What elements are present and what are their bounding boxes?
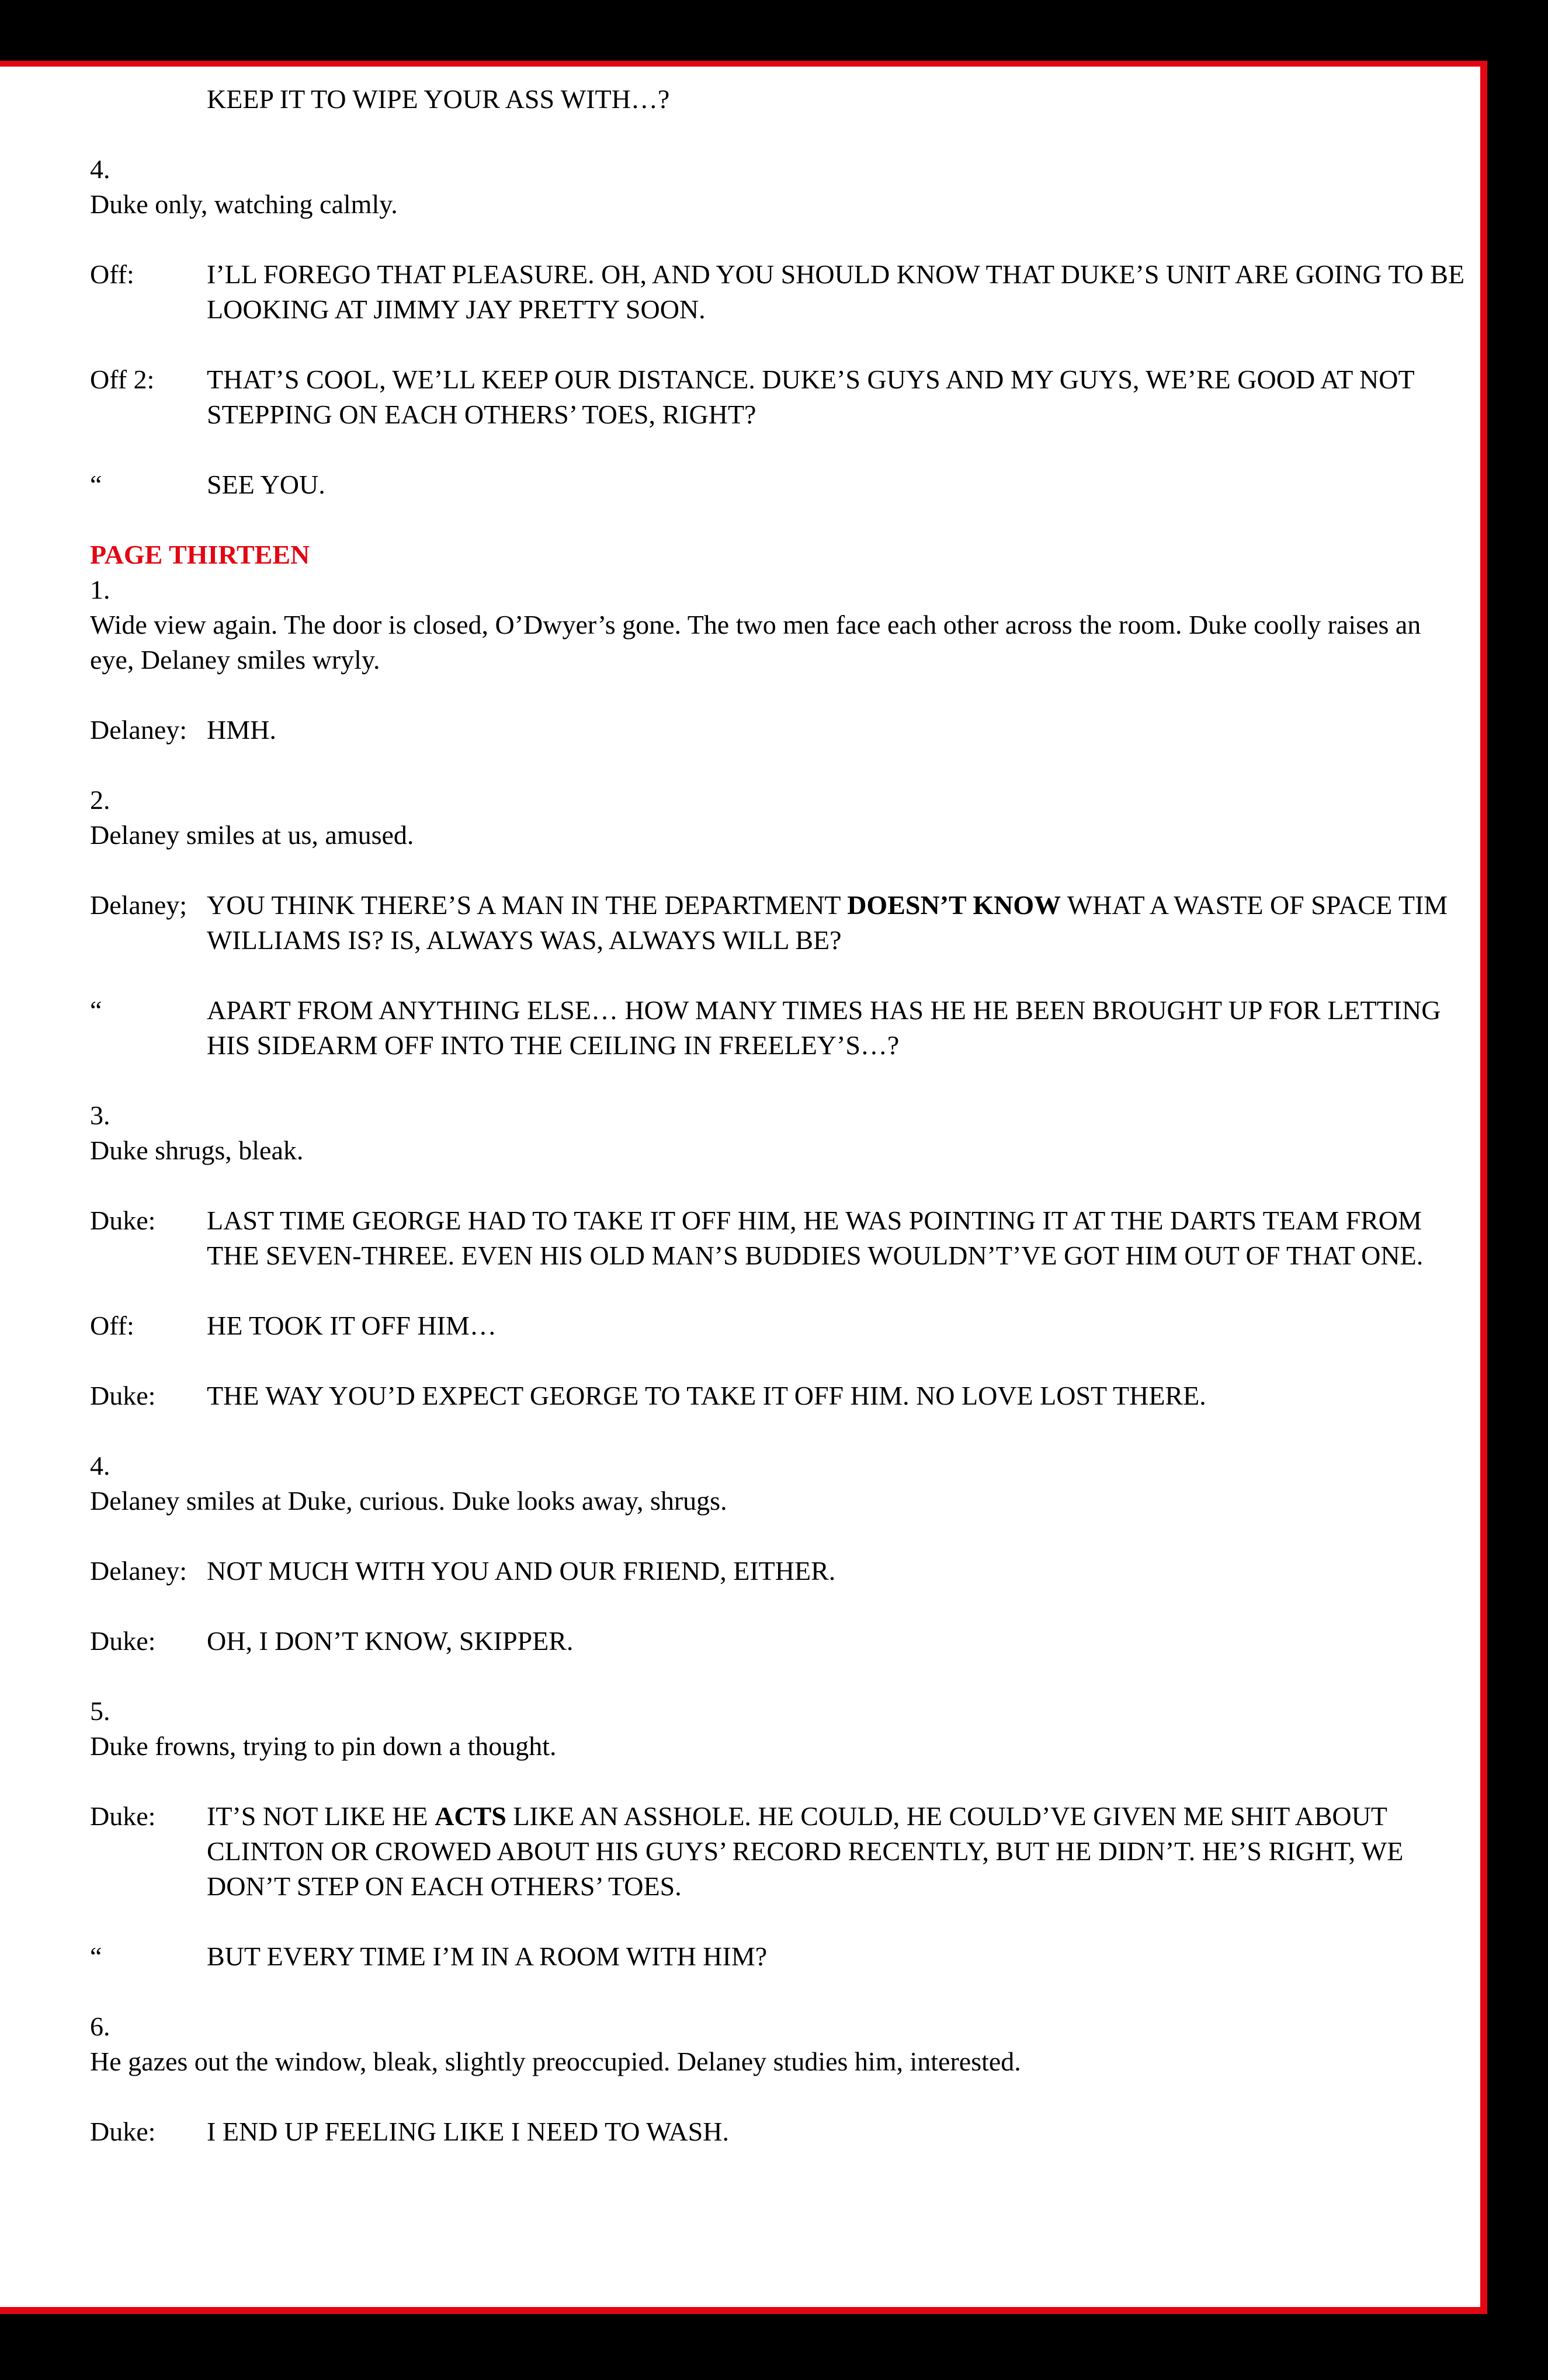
panel-number: 4. [90, 154, 110, 184]
dialogue-text: OH, I DON’T KNOW, SKIPPER. [207, 1626, 574, 1656]
page-heading: PAGE THIRTEEN [90, 540, 310, 569]
dialogue-text-start: YOU THINK THERE’S A MAN IN THE DEPARTMENT [207, 890, 848, 920]
script-body [90, 82, 1469, 2149]
panel-description: He gazes out the window, bleak, slightly preoccupied. Delaney studies him, interested. [90, 2047, 1021, 2076]
panel-number: 3. [90, 1100, 110, 1130]
dialogue-line [90, 2114, 1469, 2149]
speaker-label: Off 2: [90, 364, 155, 394]
panel-description: Duke frowns, trying to pin down a thought. [90, 1731, 557, 1761]
speaker-label: Delaney: [90, 715, 188, 745]
dialogue-text-end: WHAT A WASTE OF SPACE TIM WILLIAMS IS? IS, ALWAYS WAS, ALWAYS WILL BE? [207, 890, 1448, 955]
speaker-label: “ [90, 995, 102, 1025]
speaker-label: Off: [90, 259, 134, 289]
panel-number: 5. [90, 1696, 110, 1726]
speaker-label: Delaney; [90, 890, 188, 920]
dialogue-line [90, 1554, 1469, 1589]
panel-number: 1. [90, 575, 110, 604]
dialogue-line [90, 1203, 1469, 1273]
dialogue-line [90, 713, 1469, 748]
dialogue-text [207, 888, 1469, 958]
dialogue-text: HMH. [207, 715, 276, 745]
continued-dialogue: KEEP IT TO WIPE YOUR ASS WITH…? [207, 84, 670, 114]
speaker-label: Duke: [90, 1381, 156, 1410]
dialogue-line [90, 1939, 1469, 1974]
panel-description: Duke only, watching calmly. [90, 189, 398, 219]
dialogue-text: BUT EVERY TIME I’M IN A ROOM WITH HIM? [207, 1941, 768, 1971]
speaker-label: Off: [90, 1311, 134, 1340]
emphasis-text: DOESN’T KNOW [847, 890, 1061, 920]
speaker-label: Duke: [90, 1801, 156, 1831]
panel-description: Delaney smiles at us, amused. [90, 820, 414, 850]
dialogue-text: LAST TIME GEORGE HAD TO TAKE IT OFF HIM, HE WAS POINTING IT AT THE DARTS TEAM FROM THE SEVEN-THREE. EVEN HIS OLD MAN’S BUDDIES WOULDN’T’VE GOT HIM OUT OF THAT ONE. [207, 1205, 1424, 1270]
dialogue-text: THAT’S COOL, WE’LL KEEP OUR DISTANCE. DUKE’S GUYS AND MY GUYS, WE’RE GOOD AT NOT STEPPING ON EACH OTHERS’ TOES, RIGHT? [207, 364, 1414, 429]
dialogue-line [90, 888, 1469, 958]
script-page [0, 61, 1487, 2314]
panel-description: Delaney smiles at Duke, curious. Duke looks away, shrugs. [90, 1486, 727, 1516]
dialogue-line [90, 362, 1469, 432]
dialogue-text: NOT MUCH WITH YOU AND OUR FRIEND, EITHER. [207, 1556, 836, 1586]
dialogue-text: SEE YOU. [207, 470, 325, 499]
speaker-label: Duke: [90, 1205, 156, 1235]
dialogue-line [90, 1378, 1469, 1413]
dialogue-text [207, 1799, 1469, 1904]
panel-description: Wide view again. The door is closed, O’Dwyer’s gone. The two men face each other across the room. Duke coolly raises an eye, Delaney smiles wryly. [90, 610, 1421, 675]
dialogue-text-start: IT’S NOT LIKE HE [207, 1801, 435, 1831]
dialogue-line [90, 1799, 1469, 1904]
dialogue-line [90, 467, 1469, 502]
panel-description: Duke shrugs, bleak. [90, 1135, 304, 1165]
dialogue-text: APART FROM ANYTHING ELSE… HOW MANY TIMES HAS HE HE BEEN BROUGHT UP FOR LETTING HIS SIDEARM OFF INTO THE CEILING IN FREELEY’S…? [207, 995, 1441, 1060]
dialogue-line [90, 1624, 1469, 1659]
dialogue-line [90, 993, 1469, 1063]
speaker-label: Delaney: [90, 1556, 188, 1586]
dialogue-line [90, 257, 1469, 327]
panel-number: 4. [90, 1451, 110, 1481]
panel-number: 6. [90, 2011, 110, 2041]
emphasis-text: ACTS [435, 1801, 506, 1831]
dialogue-text: THE WAY YOU’D EXPECT GEORGE TO TAKE IT OFF HIM. NO LOVE LOST THERE. [207, 1381, 1206, 1410]
dialogue-text: HE TOOK IT OFF HIM… [207, 1311, 497, 1340]
dialogue-line [90, 1308, 1469, 1343]
dialogue-text: I’LL FOREGO THAT PLEASURE. OH, AND YOU SHOULD KNOW THAT DUKE’S UNIT ARE GOING TO BE LOOKING AT JIMMY JAY PRETTY SOON. [207, 259, 1465, 324]
dialogue-text: I END UP FEELING LIKE I NEED TO WASH. [207, 2117, 729, 2146]
panel-number: 2. [90, 785, 110, 815]
speaker-label: “ [90, 1941, 102, 1971]
speaker-label: “ [90, 470, 102, 499]
speaker-label: Duke: [90, 2117, 156, 2146]
dialogue-text-end: LIKE AN ASSHOLE. HE COULD, HE COULD’VE GIVEN ME SHIT ABOUT CLINTON OR CROWED ABOUT HIS GUYS’ RECORD RECENTLY, BUT HE DIDN’T. HE’S RIGHT, WE DON’T STEP ON EACH OTHERS’ TOES. [207, 1801, 1404, 1901]
speaker-label: Duke: [90, 1626, 156, 1656]
